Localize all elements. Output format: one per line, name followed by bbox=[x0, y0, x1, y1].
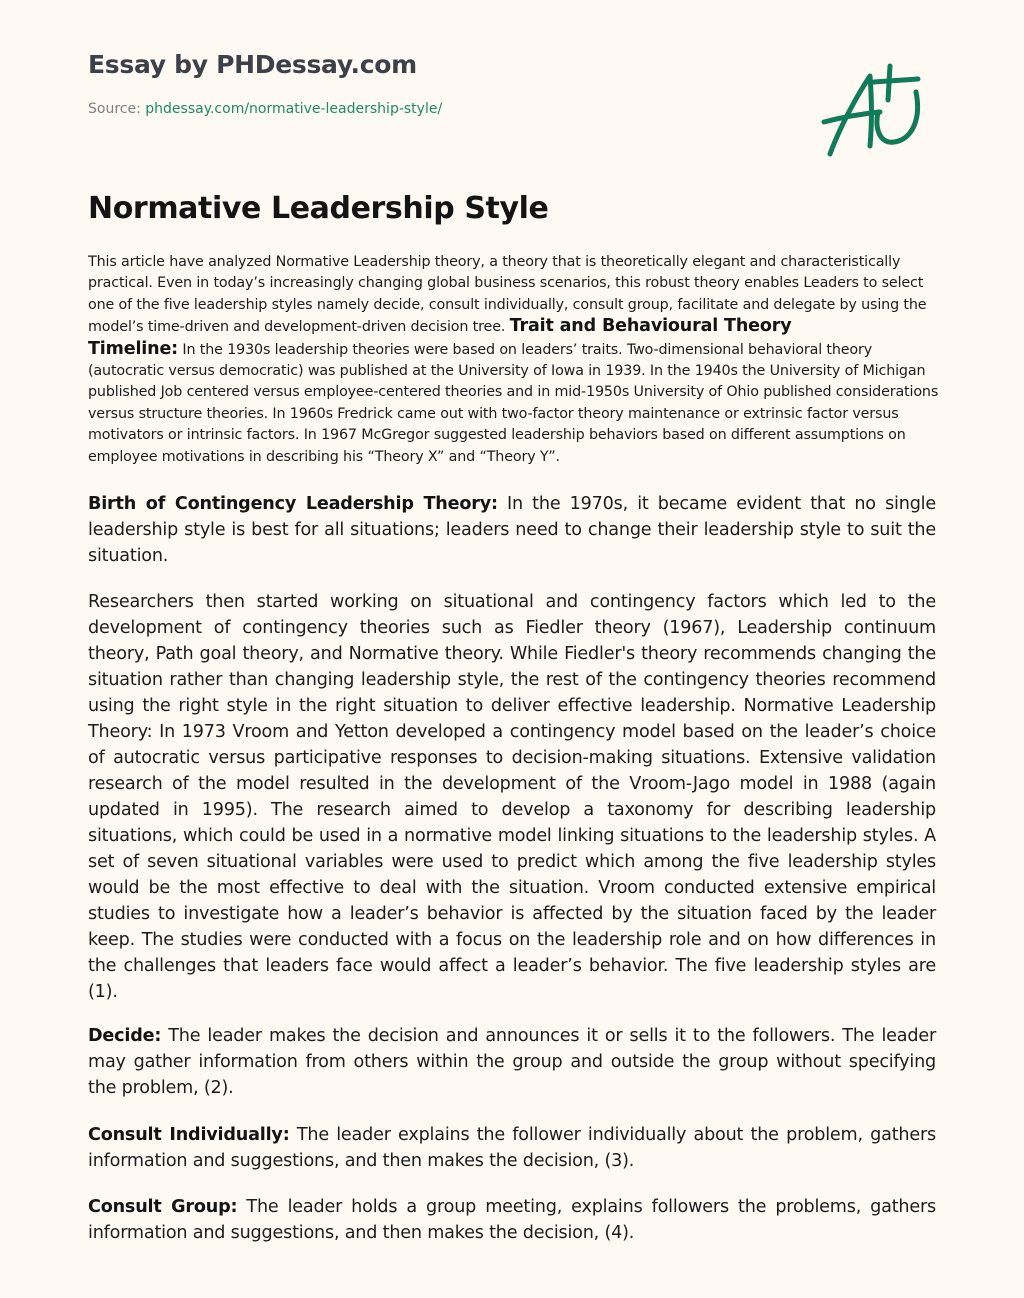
paragraph-text: The leader holds a group meeting, explains followers the problems, gathers information and suggestions, and then makes the decision, (4). bbox=[88, 1197, 936, 1243]
page-title: Normative Leadership Style bbox=[88, 191, 549, 226]
source-link[interactable]: phdessay.com/normative-leadership-style/ bbox=[145, 101, 443, 117]
intro-paragraph bbox=[88, 252, 948, 468]
paragraph-decide bbox=[88, 1023, 936, 1101]
paragraph-consult-group bbox=[88, 1194, 936, 1246]
source-line bbox=[88, 101, 442, 117]
paragraph-text: The leader makes the decision and announces it or sells it to the followers. The leader may gather information from others within the group and outside the group without specifying the problem, (2). bbox=[88, 1026, 936, 1098]
timeline-text: In the 1930s leadership theories were based on leaders’ traits. Two-dimensional behavioral theory (autocratic versus democratic) was published at the University of Iowa in 1939. In the 1940s the University of Michigan published Job centered versus employee-centered theories and in mid-1950s University of Ohio published considerations versus structure theories. In 1960s Fredrick came out with two-factor theory maintenance or extrinsic factor versus motivators or intrinsic factors. In 1967 McGregor suggested leadership behaviors based on different assumptions on employee motivations in describing his “Theory X” and “Theory Y”. bbox=[88, 341, 939, 465]
paragraph-label: Birth of Contingency Leadership Theory: bbox=[88, 494, 498, 514]
paragraph-birth-contingency bbox=[88, 491, 936, 569]
section-heading-trait-behavioural: Trait and Behavioural Theory bbox=[509, 316, 792, 337]
paragraph-text: Researchers then started working on situational and contingency factors which led to the development of contingency theories such as Fiedler theory (1967), Leadership continuum theory, Path goal theory, and Normative theory. While Fiedler's theory recommends changing the situation rather than changing leadership style, the rest of the contingency theories recommend using the right style in the right situation to deliver effective leadership. Normative Leadership Theory: In 1973 Vroom and Yetton developed a contingency model based on the leader’s choice of autocratic versus participative responses to decision-making situations. Extensive validation research of the model resulted in the development of the Vroom-Jago model in 1988 (again updated in 1995). The research aimed to develop a taxonomy for describing leadership situations, which could be used in a normative model linking situations to the leadership styles. A set of seven situational variables were used to predict which among the five leadership styles would be the most effective to deal with the situation. Vroom conducted extensive empirical studies to investigate how a leader’s behavior is affected by the situation faced by the leader keep. The studies were conducted with a focus on the leadership role and on how differences in the challenges that leaders face would affect a leader’s behavior. The five leadership styles are (1). bbox=[88, 592, 936, 1002]
paragraph-consult-individually bbox=[88, 1122, 936, 1174]
brand-title: Essay by PHDessay.com bbox=[88, 50, 417, 79]
paragraph-label: Consult Group: bbox=[88, 1197, 238, 1217]
timeline-label: Timeline: bbox=[88, 338, 179, 359]
paragraph-label: Consult Individually: bbox=[88, 1125, 290, 1145]
paragraph-text: The leader explains the follower individually about the problem, gathers information and suggestions, and then makes the decision, (3). bbox=[88, 1125, 936, 1171]
paragraph-label: Decide: bbox=[88, 1026, 162, 1046]
a-plus-grade-icon bbox=[818, 62, 933, 162]
intro-text: This article have analyzed Normative Leadership theory, a theory that is theoretically elegant and characteristically practical. Even in today’s increasingly changing global business scenarios, this robust theory enables Leaders to select one of the five leadership styles namely decide, consult individually, consult group, facilitate and delegate by using the model’s time-driven and development-driven decision tree. bbox=[88, 254, 927, 336]
source-label: Source: bbox=[88, 101, 146, 117]
paragraph-research bbox=[88, 589, 936, 1005]
paragraph-text: In the 1970s, it became evident that no single leadership style is best for all situations; leaders need to change their leadership style to suit the situation. bbox=[88, 494, 936, 566]
